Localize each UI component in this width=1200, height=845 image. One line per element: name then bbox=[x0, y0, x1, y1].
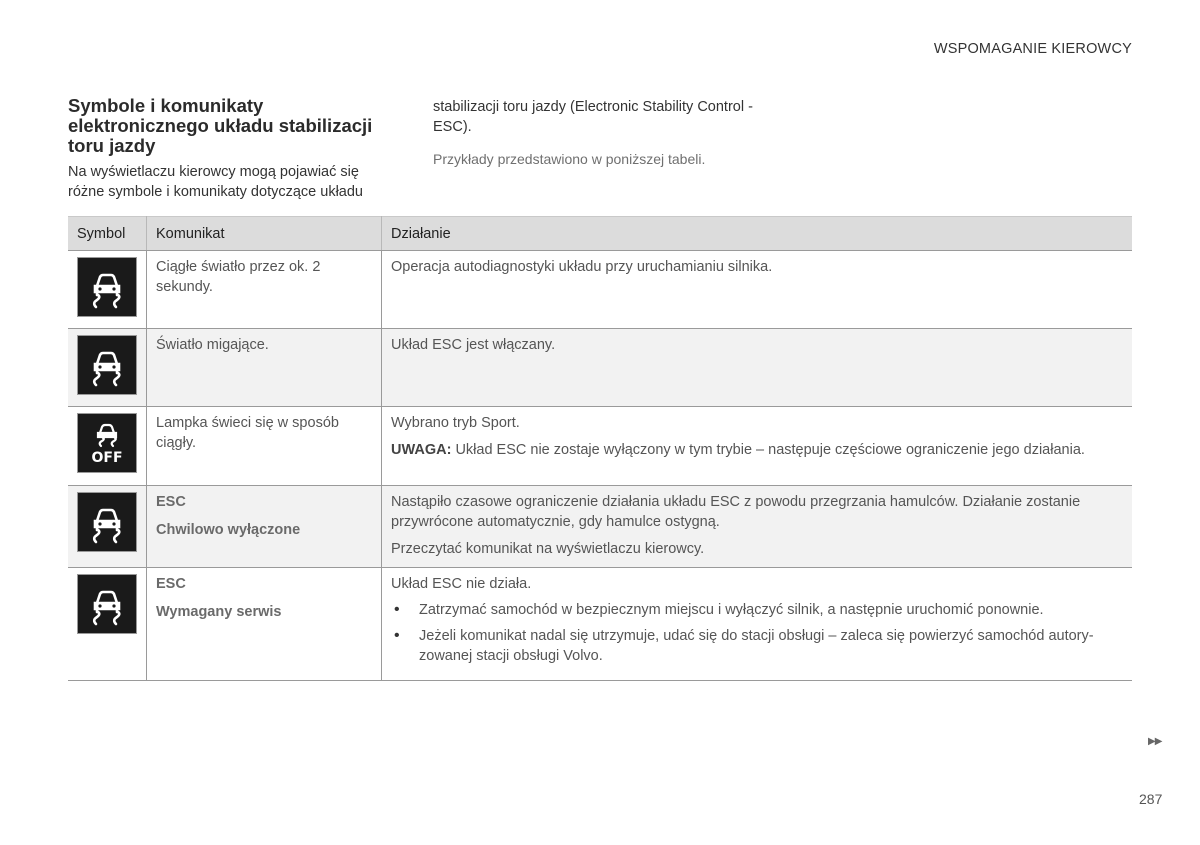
continue-arrows-icon: ▶▶ bbox=[1148, 736, 1162, 747]
symbol-cell bbox=[68, 329, 147, 407]
message-cell: Światło migające. bbox=[147, 329, 382, 407]
esc-icon bbox=[77, 257, 137, 317]
action-bullet-list bbox=[391, 600, 1123, 666]
section-header: WSPOMAGANIE KIEROWCY bbox=[933, 41, 1132, 57]
warning-note bbox=[391, 440, 1123, 460]
header-message: Komunikat bbox=[147, 217, 382, 251]
list-item: • Jeżeli komunikat nadal się utrzymuje, udać się do stacji obsługi – zaleca się powierzyć samochód autoryzowanej stacji obsługi Volvo. bbox=[391, 626, 1123, 666]
table-row bbox=[68, 251, 1132, 329]
esc-icon bbox=[77, 492, 137, 552]
action-text: Układ ESC nie działa. bbox=[391, 576, 532, 592]
table-row bbox=[68, 486, 1132, 568]
table-row bbox=[68, 568, 1132, 681]
symbol-cell bbox=[68, 486, 147, 568]
message-subtitle: Chwilowo wyłączone bbox=[156, 522, 301, 538]
symbol-cell bbox=[68, 568, 147, 681]
warning-text: Układ ESC nie zostaje wyłączony w tym trybie – następuje częściowe ograniczenie jego działania. bbox=[455, 442, 1085, 458]
page-number: 287 bbox=[1139, 791, 1163, 807]
message-cell: Lampka świeci się w sposób ciągły. bbox=[147, 407, 382, 486]
action-text-2: Przeczytać komunikat na wyświetlaczu kierowcy. bbox=[391, 541, 705, 557]
message-cell bbox=[147, 568, 382, 681]
action-cell: Układ ESC jest włączany. bbox=[382, 329, 1133, 407]
table-header-row bbox=[68, 217, 1132, 251]
esc-off-label: OFF bbox=[91, 450, 123, 466]
warning-label: UWAGA: bbox=[391, 442, 452, 458]
header-action: Działanie bbox=[382, 217, 1133, 251]
table-reference-text: Przykłady przedstawiono w poniższej tabeli. bbox=[433, 151, 706, 167]
symbol-cell bbox=[68, 251, 147, 329]
page-title: Symbole i komunikaty elektronicznego układu stabilizacji toru jazdy bbox=[68, 95, 373, 156]
action-cell: Operacja autodiagnostyki układu przy uruchamianiu silnika. bbox=[382, 251, 1133, 329]
esc-symbols-table bbox=[68, 216, 1132, 681]
message-title: ESC bbox=[156, 494, 186, 510]
esc-icon bbox=[77, 574, 137, 634]
action-cell bbox=[382, 407, 1133, 486]
esc-off-icon bbox=[77, 413, 137, 473]
action-text: Wybrano tryb Sport. bbox=[391, 415, 520, 431]
message-cell: Ciągłe światło przez ok. 2 sekundy. bbox=[147, 251, 382, 329]
action-cell bbox=[382, 568, 1133, 681]
intro-text: Na wyświetlaczu kierowcy mogą pojawiać się różne symbole i komunikaty dotyczące układu bbox=[68, 164, 363, 200]
action-text: Nastąpiło czasowe ograniczenie działania układu ESC z powodu przegrzania hamulców. Działanie zostanie przywrócone automatycznie, gdy hamulce ostygną. bbox=[391, 494, 1081, 530]
list-item: • Zatrzymać samochód w bezpiecznym miejscu i wyłączyć silnik, a następnie uruchomić ponownie. bbox=[391, 600, 1123, 620]
table-row bbox=[68, 329, 1132, 407]
symbol-cell bbox=[68, 407, 147, 486]
esc-icon bbox=[77, 335, 137, 395]
message-subtitle: Wymagany serwis bbox=[156, 604, 282, 620]
table-row bbox=[68, 407, 1132, 486]
message-title: ESC bbox=[156, 576, 186, 592]
header-symbol: Symbol bbox=[68, 217, 147, 251]
intro-continuation bbox=[433, 97, 773, 169]
intro-continuation-text: stabilizacji toru jazdy (Electronic Stability Control - ESC). bbox=[433, 99, 753, 135]
action-cell bbox=[382, 486, 1133, 568]
message-cell bbox=[147, 486, 382, 568]
